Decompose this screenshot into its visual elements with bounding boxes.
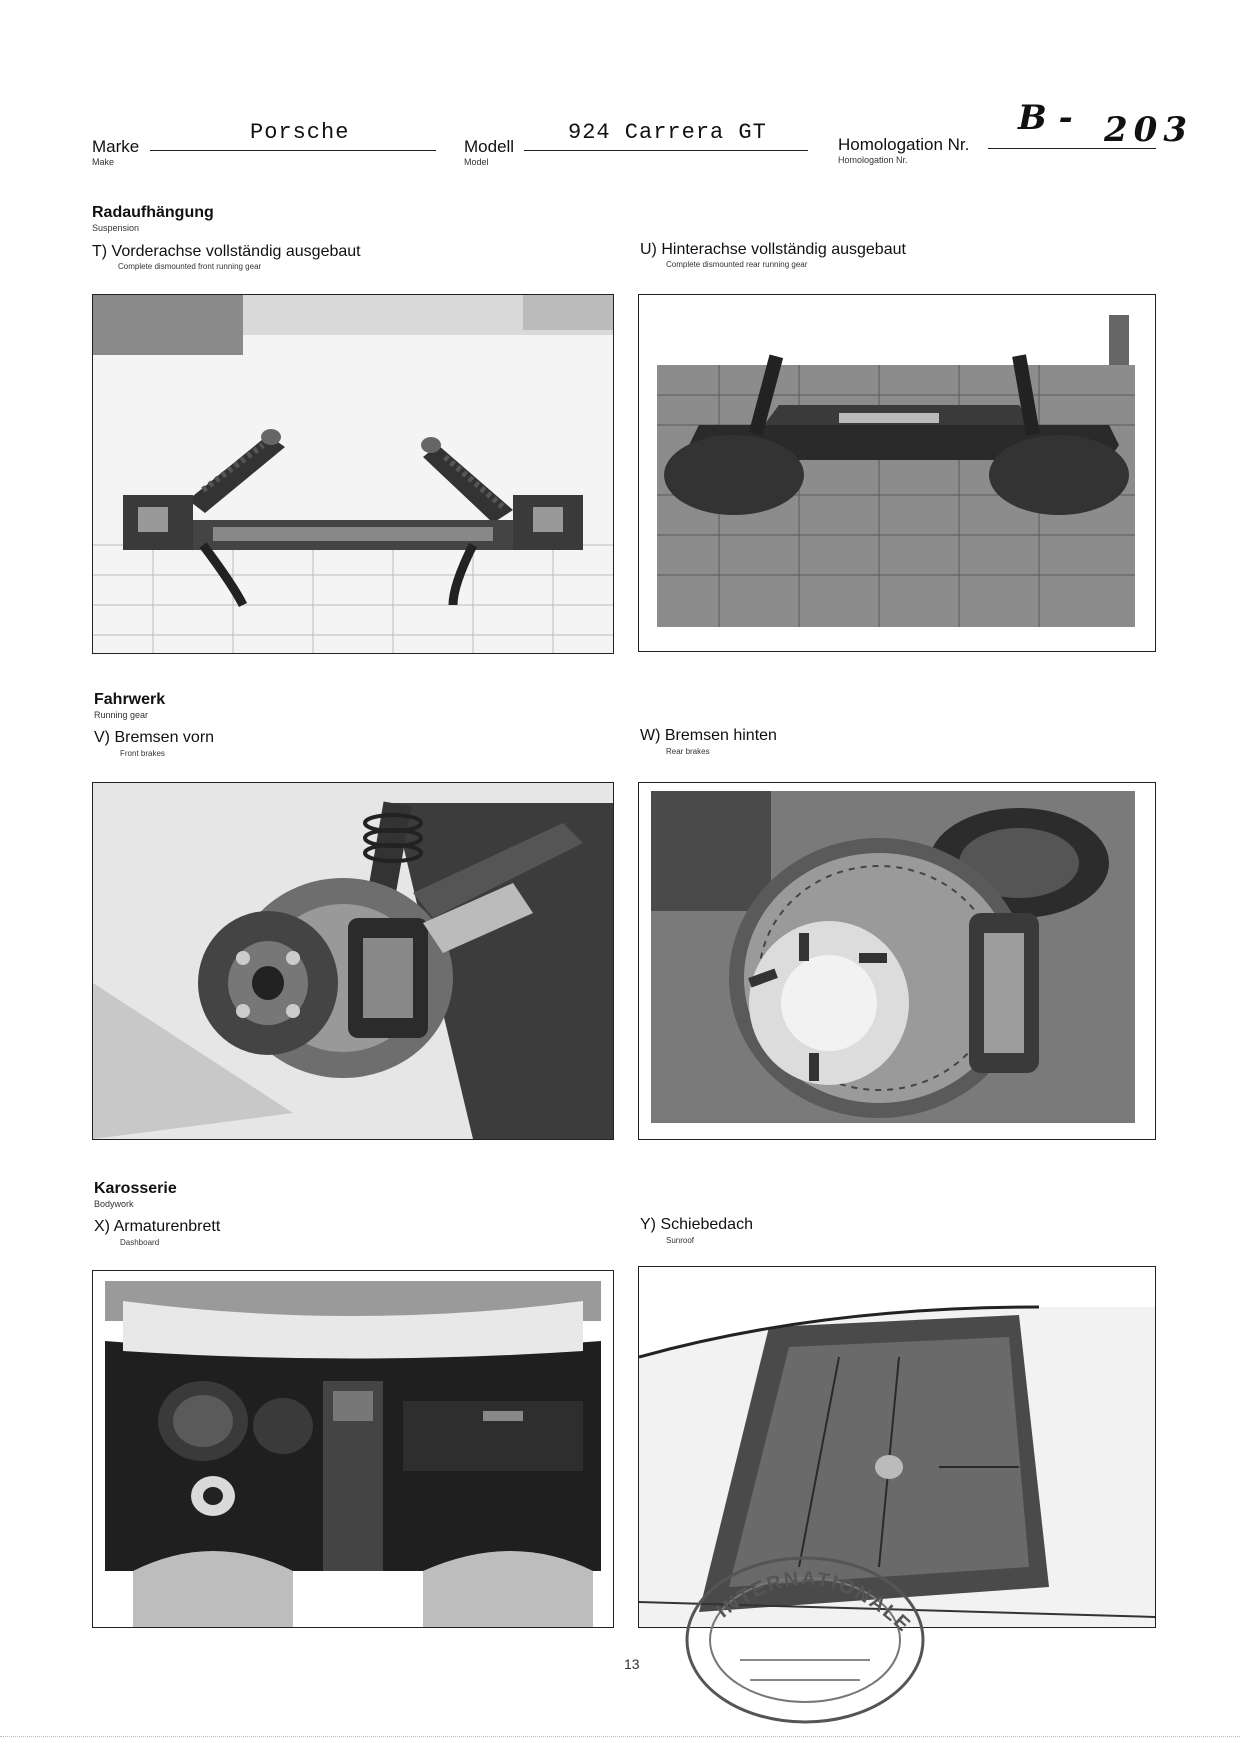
stamp bbox=[680, 1540, 930, 1740]
photo-front-running-gear bbox=[92, 294, 614, 654]
photo-front-brakes bbox=[92, 782, 614, 1140]
photo-dashboard bbox=[92, 1270, 614, 1628]
marke-value: Porsche bbox=[250, 120, 350, 145]
item-y-title: Y) Schiebedach bbox=[640, 1216, 753, 1233]
marke-line bbox=[150, 150, 436, 151]
section-suspension-title: Radaufhängung bbox=[92, 204, 214, 221]
bottom-edge bbox=[0, 1736, 1240, 1737]
section-bodywork-subtitle: Bodywork bbox=[94, 1199, 134, 1209]
homologation-sublabel: Homologation Nr. bbox=[838, 155, 908, 165]
item-u-title: U) Hinterachse vollständig ausgebaut bbox=[640, 241, 906, 258]
homologation-label: Homologation Nr. bbox=[838, 135, 970, 154]
modell-label: Modell bbox=[464, 137, 515, 156]
item-y-subtitle: Sunroof bbox=[666, 1236, 695, 1245]
section-running-gear-subtitle: Running gear bbox=[94, 710, 149, 720]
item-v-subtitle: Front brakes bbox=[120, 749, 165, 758]
modell-value: 924 Carrera GT bbox=[568, 120, 767, 145]
photo-rear-brakes bbox=[638, 782, 1156, 1140]
page-number: 13 bbox=[624, 1656, 640, 1672]
marke-sublabel: Make bbox=[92, 157, 115, 167]
modell-sublabel: Model bbox=[464, 157, 489, 167]
section-bodywork-title: Karosserie bbox=[94, 1180, 177, 1197]
item-w-title: W) Bremsen hinten bbox=[640, 727, 777, 744]
photo-rear-running-gear bbox=[638, 294, 1156, 652]
item-x-title: X) Armaturenbrett bbox=[94, 1218, 221, 1235]
homologation-prefix: B - bbox=[1018, 98, 1073, 138]
stamp-text: INTERNATIONALE bbox=[712, 1567, 916, 1638]
homologation-number: 203 bbox=[1104, 110, 1193, 150]
marke-label: Marke bbox=[92, 137, 140, 156]
item-t-title: T) Vorderachse vollständig ausgebaut bbox=[92, 243, 361, 260]
modell-line bbox=[524, 150, 808, 151]
item-t-subtitle: Complete dismounted front running gear bbox=[118, 262, 262, 271]
item-v-title: V) Bremsen vorn bbox=[94, 729, 215, 746]
item-x-subtitle: Dashboard bbox=[120, 1238, 160, 1247]
section-running-gear-title: Fahrwerk bbox=[94, 691, 166, 708]
item-u-subtitle: Complete dismounted rear running gear bbox=[666, 260, 808, 269]
item-w-subtitle: Rear brakes bbox=[666, 747, 710, 756]
section-suspension-subtitle: Suspension bbox=[92, 223, 140, 233]
